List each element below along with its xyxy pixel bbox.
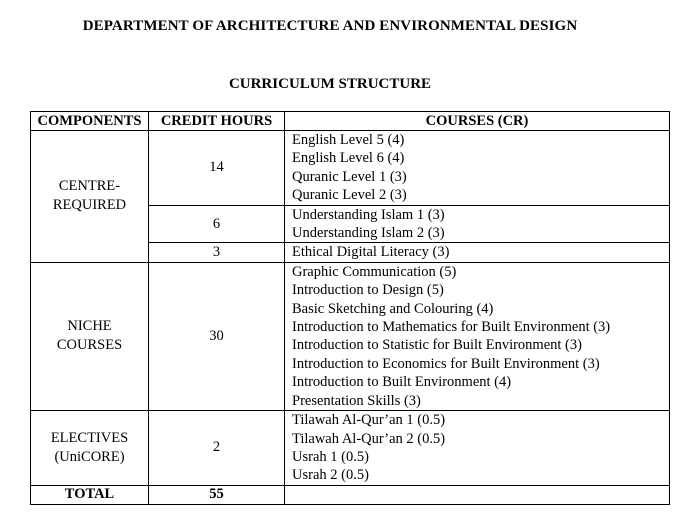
course-item: Quranic Level 1 (3) [292,168,407,185]
component-label: NICHE [67,318,112,335]
column-header-courses: COURSES (CR) [285,112,670,131]
course-item: Quranic Level 2 (3) [292,187,407,204]
course-item: Introduction to Design (5) [292,282,444,299]
document-subtitle: CURRICULUM STRUCTURE [228,76,432,92]
courses-cell [285,243,670,262]
department-title: DEPARTMENT OF ARCHITECTURE AND ENVIRONMENTAL DESIGN [82,18,578,34]
component-cell-niche-courses [31,262,149,410]
component-cell-electives [31,411,149,486]
course-item: Presentation Skills (3) [292,392,421,409]
component-cell-centre-required [31,131,149,263]
total-row [31,485,670,504]
course-item: Introduction to Mathematics for Built Environment (3) [292,319,611,336]
credit-hours-cell: 3 [149,243,285,262]
column-header-credit-hours: CREDIT HOURS [149,112,285,131]
course-item: Graphic Communication (5) [292,263,457,280]
table-header-row [31,112,670,131]
column-header-components: COMPONENTS [31,112,149,131]
course-item: Understanding Islam 1 (3) [292,206,445,223]
course-item: Introduction to Economics for Built Environment (3) [292,355,600,372]
course-item: English Level 5 (4) [292,132,405,148]
component-label: CENTRE- [58,178,121,195]
curriculum-table [30,111,670,505]
total-label: TOTAL [31,485,149,504]
component-label: COURSES [56,337,123,354]
course-item: Basic Sketching and Colouring (4) [292,300,494,317]
courses-cell [285,205,670,243]
course-item: English Level 6 (4) [292,150,405,167]
courses-cell [285,131,670,206]
course-item: Tilawah Al-Qur’an 1 (0.5) [292,412,446,429]
credit-hours-cell: 6 [149,205,285,243]
course-item: Usrah 2 (0.5) [292,467,369,484]
credit-hours-cell: 30 [149,262,285,410]
total-credit-hours: 55 [149,485,285,504]
total-courses-cell [285,485,670,504]
credit-hours-cell: 2 [149,411,285,486]
courses-cell [285,411,670,486]
courses-cell [285,262,670,410]
credit-hours-cell: 14 [149,131,285,206]
course-item: Ethical Digital Literacy (3) [292,244,450,261]
course-item: Tilawah Al-Qur’an 2 (0.5) [292,430,446,447]
course-item: Introduction to Statistic for Built Environment (3) [292,337,582,354]
course-item: Introduction to Built Environment (4) [292,374,512,391]
component-label: (UniCORE) [54,448,125,465]
table-row [31,262,670,410]
course-item: Usrah 1 (0.5) [292,448,369,465]
table-row [31,411,670,486]
component-label: REQUIRED [52,197,127,214]
table-row [31,131,670,206]
course-item: Understanding Islam 2 (3) [292,225,445,242]
component-label: ELECTIVES [50,429,129,446]
